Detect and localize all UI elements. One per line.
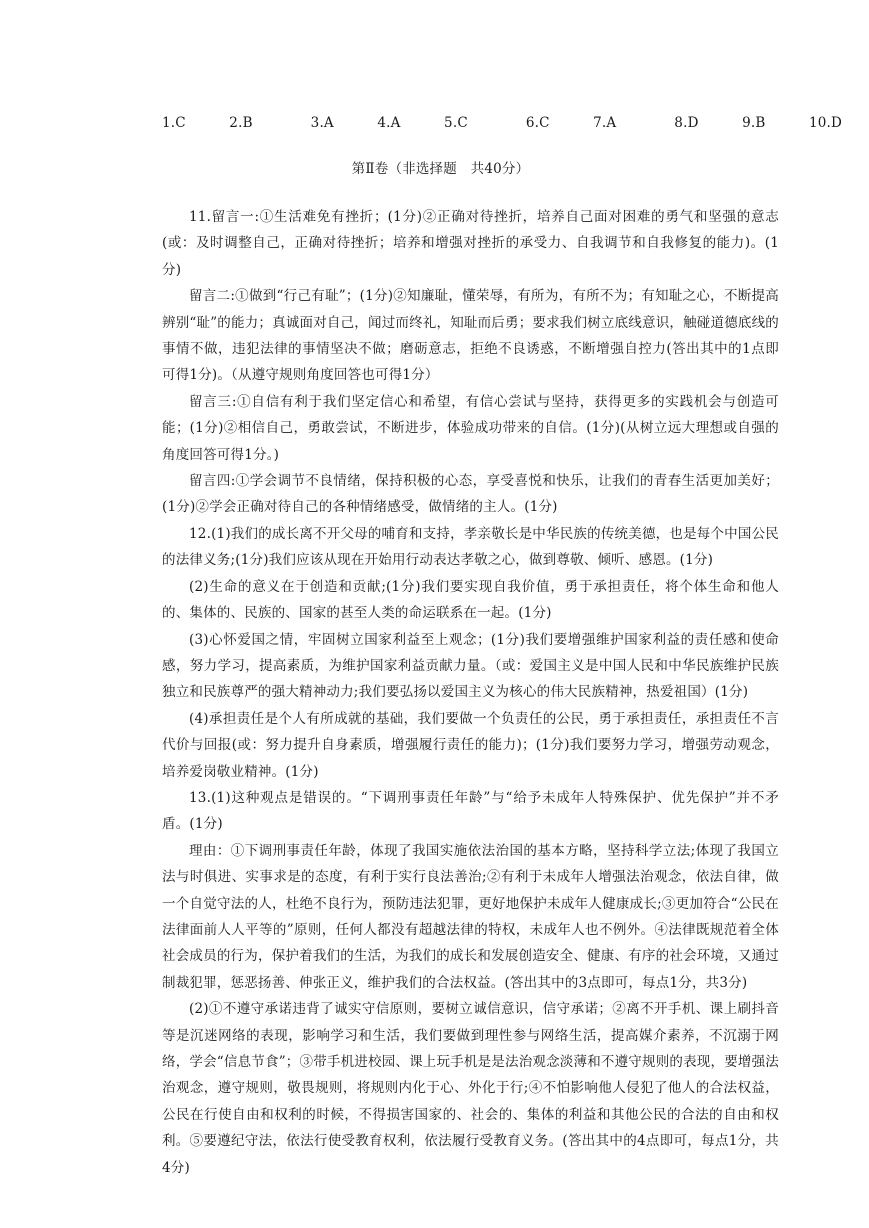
multiple-choice-answers: 1.C 2.B 3.A 4.A 5.C 6.C 7.A 8.D 9.B 10.D bbox=[162, 115, 843, 131]
section-title: 第Ⅱ卷（非选择题 共40分） bbox=[351, 161, 530, 177]
answer-paragraph: (3)心怀爱国之情，牢固树立国家利益至上观念；(1分)我们要增强维护国家利益的责任感和使命感，努力学习，提高素质，为维护国家利益贡献力量。（或：爱国主义是中国人民和中华民族维护民族独立和民族尊严的强大精神动力;我们要弘扬以爱国主义为核心的伟大民族精神，热爱祖国）(1分) bbox=[162, 631, 779, 701]
answer-paragraph: 留言三:①自信有利于我们坚定信心和希望，有信心尝试与坚持，获得更多的实践机会与创造可能；(1分)②相信自己，勇敢尝试，不断进步，体验成功带来的自信。(1分)(从树立远大理想或自强的角度回答可得1分。) bbox=[162, 393, 779, 463]
answer-paragraph: 12.(1)我们的成长离不开父母的哺育和支持，孝亲敬长是中华民族的传统美德，也是每个中国公民的法律义务;(1分)我们应该从现在开始用行动表达孝敬之心，做到尊敬、倾听、感恩。(1分) bbox=[162, 525, 779, 569]
answer-paragraph: 13.(1)这种观点是错误的。“下调刑事责任年龄”与“给予未成年人特殊保护、优先保护”并不矛盾。(1分) bbox=[162, 789, 779, 833]
answer-paragraph: (2)①不遵守承诺违背了诚实守信原则，要树立诚信意识，信守承诺；②离不开手机、课上刷抖音等是沉迷网络的表现，影响学习和生活，我们要做到理性参与网络生活，提高媒介素养，不沉溺于网络，学会“信息节食”；③带手机进校园、课上玩手机是是法治观念淡薄和不遵守规则的表现，要增强法治观念，遵守规则，敬畏规则，将规则内化于心、外化于行;④不怕影响他人侵犯了他人的合法权益，公民在行使自由和权利的时候，不得损害国家的、社会的、集体的利益和其他公民的合法的自由和权利。⑤要遵纪守法，依法行使受教育权利，依法履行受教育义务。(答出其中的4点即可，每点1分，共4分) bbox=[162, 1001, 780, 1176]
answer-paragraph: (4)承担责任是个人有所成就的基础，我们要做一个负责任的公民，勇于承担责任，承担责任不言代价与回报(或：努力提升自身素质，增强履行责任的能力)；(1分)我们要努力学习，增强劳动观念，培养爱岗敬业精神。(1分) bbox=[162, 710, 779, 780]
answer-paragraph: 留言四:①学会调节不良情绪，保持积极的心态，享受喜悦和快乐，让我们的青春生活更加美好；(1分)②学会正确对待自己的各种情绪感受，做情绪的主人。(1分) bbox=[162, 473, 779, 516]
answer-paragraph: 留言二:①做到“行己有耻”；(1分)②知廉耻，懂荣辱，有所为，有所不为；有知耻之心，不断提高辨别“耻”的能力；真诚面对自己，闻过而终礼，知耻而后勇；要求我们树立底线意识，触碰道德底线的事情不做，违犯法律的事情坚决不做；磨砺意志，拒绝不良诱惑，不断增强自控力(答出其中的1点即可得1分)。（从遵守规则角度回答也可得1分） bbox=[162, 288, 780, 384]
answer-paragraph: 理由：①下调刑事责任年龄，体现了我国实施依法治国的基本方略，坚持科学立法;体现了我国立法与时俱进、实事求是的态度，有利于实行良法善治;②有利于未成年人增强法治观念，依法自律，做一个自觉守法的人，杜绝不良行为，预防违法犯罪，更好地保护未成年人健康成长;③更加符合“公民在法律面前人人平等的”原则，任何人都没有超越法律的特权，未成年人也不例外。④法律既规范着全体社会成员的行为，保护着我们的生活，为我们的成长和发展创造安全、健康、有序的社会环境，又通过制裁犯罪，惩恶扬善、伸张正义，维护我们的合法权益。(答出其中的3点即可，每点1分，共3分) bbox=[162, 842, 779, 991]
answer-content bbox=[162, 204, 779, 1181]
answer-paragraph: 11.留言一:①生活难免有挫折；(1分)②正确对待挫折，培养自己面对困难的勇气和坚强的意志(或：及时调整自己，正确对待挫折；培养和增强对挫折的承受力、自我调节和自我修复的能力)。(1分) bbox=[162, 209, 779, 278]
answer-paragraph: (2)生命的意义在于创造和贡献;(1分)我们要实现自我价值，勇于承担责任，将个体生命和他人的、集体的、民族的、国家的甚至人类的命运联系在一起。(1分) bbox=[162, 578, 779, 622]
